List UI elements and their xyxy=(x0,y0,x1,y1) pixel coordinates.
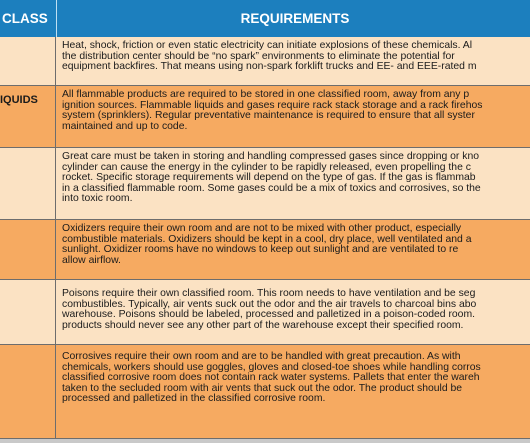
requirements-line: equipment backfires. That means using non-spark forklift trucks and EE- and EEE-rated m xyxy=(62,61,477,73)
requirements-line: cylinder can cause the energy in the cylinder to be rapidly released, even propelling the c xyxy=(62,161,471,173)
requirements-line: products should never see any other part of the warehouse except their specified room. xyxy=(62,319,464,331)
class-column-header: CLASS xyxy=(2,11,48,26)
requirements-cell xyxy=(62,90,530,132)
requirements-line: classified corrosive room does not contain rack water systems. Pallets that enter the wareh xyxy=(62,372,480,384)
row-divider xyxy=(0,438,530,439)
requirements-cell xyxy=(62,41,530,73)
header-divider xyxy=(56,0,57,37)
requirements-line: in a classified flammable room. Some gases could be a mix of toxics and corrosives, so the xyxy=(62,182,481,194)
requirements-line: Great care must be taken in storing and handling compressed gases since dropping or kno xyxy=(62,151,480,162)
requirements-cell xyxy=(62,352,530,405)
table-row-explosives xyxy=(0,37,530,85)
requirements-cell xyxy=(62,152,530,205)
table-row-poisons xyxy=(0,280,530,344)
requirements-line: processed and palletized in the classified corrosive room. xyxy=(62,393,326,405)
requirements-line: Oxidizers require their own room and are not to be mixed with other product, especially xyxy=(62,223,462,234)
requirements-line: taken to the secluded room with air vents that suck out the odor. The product should be xyxy=(62,382,463,394)
table-header xyxy=(0,0,530,37)
requirements-line: ignition sources. Flammable liquids and gases require rack stack storage and a rack firehos xyxy=(62,99,483,111)
requirements-line: allow airflow. xyxy=(62,254,121,266)
class-cell xyxy=(0,345,56,438)
requirements-line: Corrosives require their own room and are to be handled with great precaution. As with xyxy=(62,351,461,362)
class-cell xyxy=(0,220,56,279)
requirements-column-header: REQUIREMENTS xyxy=(240,11,350,26)
requirements-line: warehouse. Poisons should be labeled, processed and palletized in a poison-coded room. xyxy=(62,309,476,321)
table-row-corrosives xyxy=(0,345,530,438)
requirements-line: rocket. Specific storage requirements will depend on the type of gas. If the gas is flammab xyxy=(62,172,476,184)
requirements-cell xyxy=(62,289,530,331)
class-cell: IQUIDS xyxy=(0,86,56,147)
table-row-oxidizers xyxy=(0,220,530,279)
requirements-line: the distribution center should be “no spark” environments to eliminate the potential for xyxy=(62,50,455,62)
requirements-line: chemicals, workers should use goggles, gloves and closed-toe shoes while handling corros xyxy=(62,361,481,373)
requirements-cell xyxy=(62,224,530,266)
requirements-line: All flammable products are required to be stored in one classified room, away from any p xyxy=(62,89,470,100)
requirements-line: combustibles. Typically, air vents suck out the odor and the air travels to charcoal bins abo xyxy=(62,298,477,310)
requirements-line: sunlight. Oxidizer rooms have no windows to keep out sunlight and are ventilated to re xyxy=(62,244,459,256)
requirements-line: Heat, shock, friction or even static electricity can initiate explosions of these chemicals. Al xyxy=(62,40,473,51)
class-cell xyxy=(0,280,56,344)
class-cell xyxy=(0,37,56,85)
table-row-compressed-gases xyxy=(0,148,530,219)
table-row-flammable-liquids xyxy=(0,86,530,147)
requirements-line: system (sprinklers). Regular preventative maintenance is required to ensure that all syster xyxy=(62,110,475,122)
class-cell xyxy=(0,148,56,219)
requirements-line: maintained and up to code. xyxy=(62,120,188,132)
requirements-line: into toxic room. xyxy=(62,193,133,205)
requirements-line: Poisons require their own classified room. This room needs to have ventilation and be seg xyxy=(62,288,476,299)
requirements-line: combustible materials. Oxidizers should be kept in a cool, dry place, well ventilated and a xyxy=(62,233,472,245)
